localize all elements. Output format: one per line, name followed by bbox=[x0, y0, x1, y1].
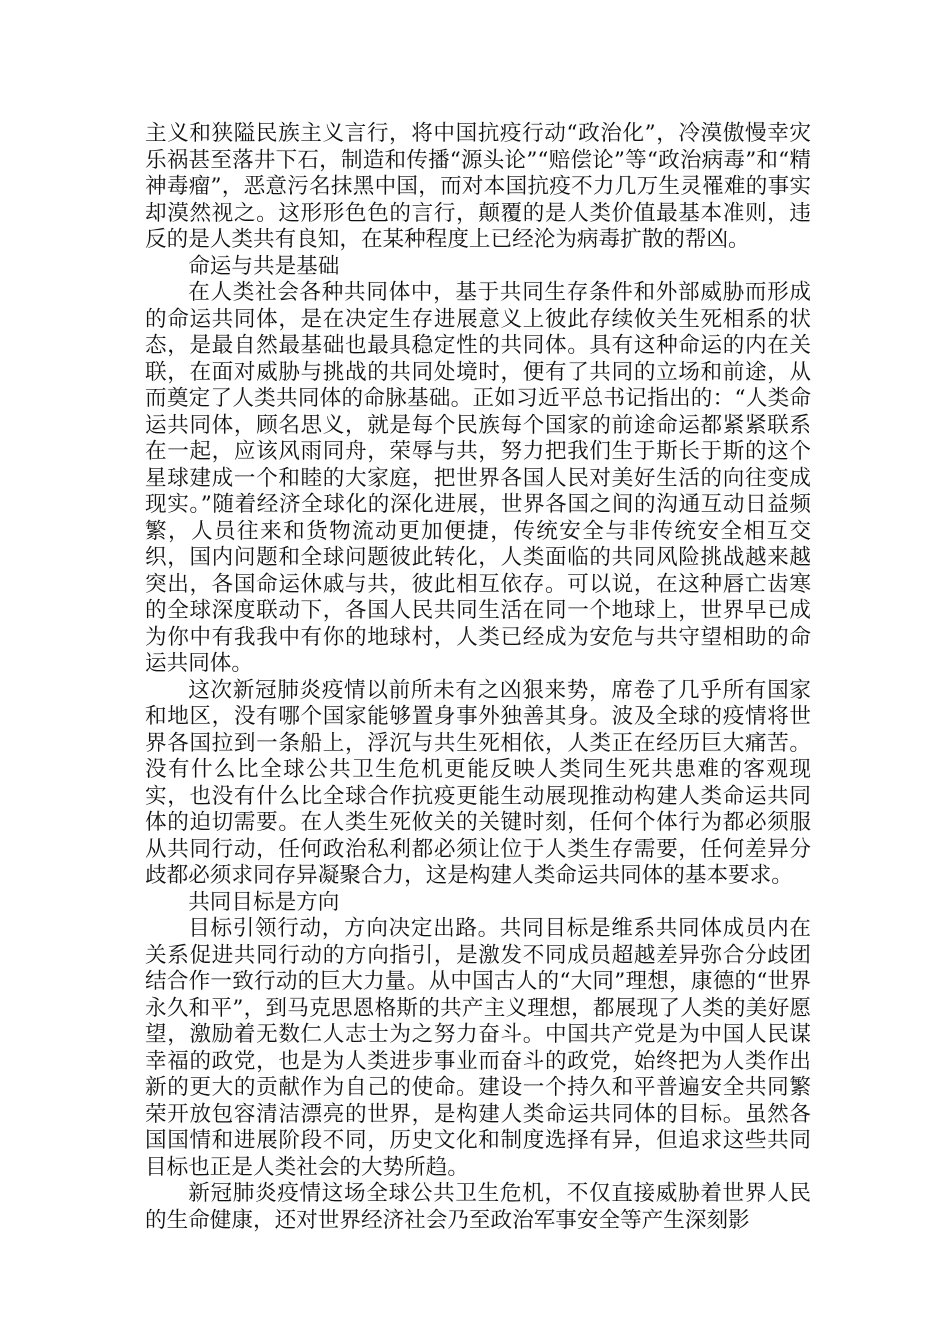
paragraph-pandemic: 这次新冠肺炎疫情以前所未有之凶狠来势，席卷了几乎所有国家和地区，没有哪个国家能够置身事外独善其身。波及全球的疫情将世界各国拉到一条船上，浮沉与共生死相依，人类正在经历巨大痛苦。没有什么比全球公共卫生危机更能反映人类同生死共患难的客观现实，也没有什么比全球合作抗疫更能生动展现推动构建人类命运共同体的迫切需要。在人类生死攸关的关键时刻，任何个体行为都必须服从共同行动，任何政治私利都必须让位于人类生存需要，任何差异分歧都必须求同存异凝聚合力，这是构建人类命运共同体的基本要求。 bbox=[145, 677, 811, 888]
section-heading-shared-destiny: 命运与共是基础 bbox=[188, 253, 340, 279]
paragraph-crisis: 新冠肺炎疫情这场全球公共卫生危机，不仅直接威胁着世界人民的生命健康，还对世界经济社会乃至政治军事安全等产生深刻影 bbox=[145, 1181, 811, 1233]
document-page bbox=[145, 121, 811, 1234]
paragraph-shared-destiny: 在人类社会各种共同体中，基于共同生存条件和外部威胁而形成的命运共同体，是在决定生存进展意义上彼此存续攸关生死相系的状态，是最自然最基础也最具稳定性的共同体。具有这种命运的内在关联，在面对威胁与挑战的共同处境时，便有了共同的立场和前途，从而奠定了人类共同体的命脉基础。正如习近平总书记指出的：“人类命运共同体，顾名思义，就是每个民族每个国家的前途命运都紧紧联系在一起，应该风雨同舟，荣辱与共，努力把我们生于斯长于斯的这个星球建成一个和睦的大家庭，把世界各国人民对美好生活的向往变成现实。”随着经济全球化的深化进展，世界各国之间的沟通互动日益频繁，人员往来和货物流动更加便捷，传统安全与非传统安全相互交织，国内问题和全球问题彼此转化，人类面临的共同风险挑战越来越突出，各国命运休戚与共，彼此相互依存。可以说，在这种唇亡齿寒的全球深度联动下，各国人民共同生活在同一个地球上，世界早已成为你中有我我中有你的地球村，人类已经成为安危与共守望相助的命运共同体。 bbox=[145, 280, 811, 676]
paragraph-common-goal: 目标引领行动，方向决定出路。共同目标是维系共同体成员内在关系促进共同行动的方向指引，是激发不同成员超越差异弥合分歧团结合作一致行动的巨大力量。从中国古人的“大同”理想，康德的“世界永久和平”，到马克思恩格斯的共产主义理想，都展现了人类的美好愿望，激励着无数仁人志士为之努力奋斗。中国共产党是为中国人民谋幸福的政党，也是为人类进步事业而奋斗的政党，始终把为人类作出新的更大的贡献作为自己的使命。建设一个持久和平普遍安全共同繁荣开放包容清洁漂亮的世界，是构建人类命运共同体的目标。虽然各国国情和进展阶段不同，历史文化和制度选择有异，但追求这些共同目标也正是人类社会的大势所趋。 bbox=[145, 916, 811, 1180]
section-heading-common-goal: 共同目标是方向 bbox=[188, 889, 340, 915]
paragraph-continuation: 主义和狭隘民族主义言行，将中国抗疫行动“政治化”，冷漠傲慢幸灾乐祸甚至落井下石，制造和传播“源头论”“赔偿论”等“政治病毒”和“精神毒瘤”，恶意污名抹黑中国，而对本国抗疫不力几万生灵罹难的事实却漠然视之。这形形色色的言行，颠覆的是人类价值最基本准则，违反的是人类共有良知，在某种程度上已经沦为病毒扩散的帮凶。 bbox=[145, 121, 811, 252]
